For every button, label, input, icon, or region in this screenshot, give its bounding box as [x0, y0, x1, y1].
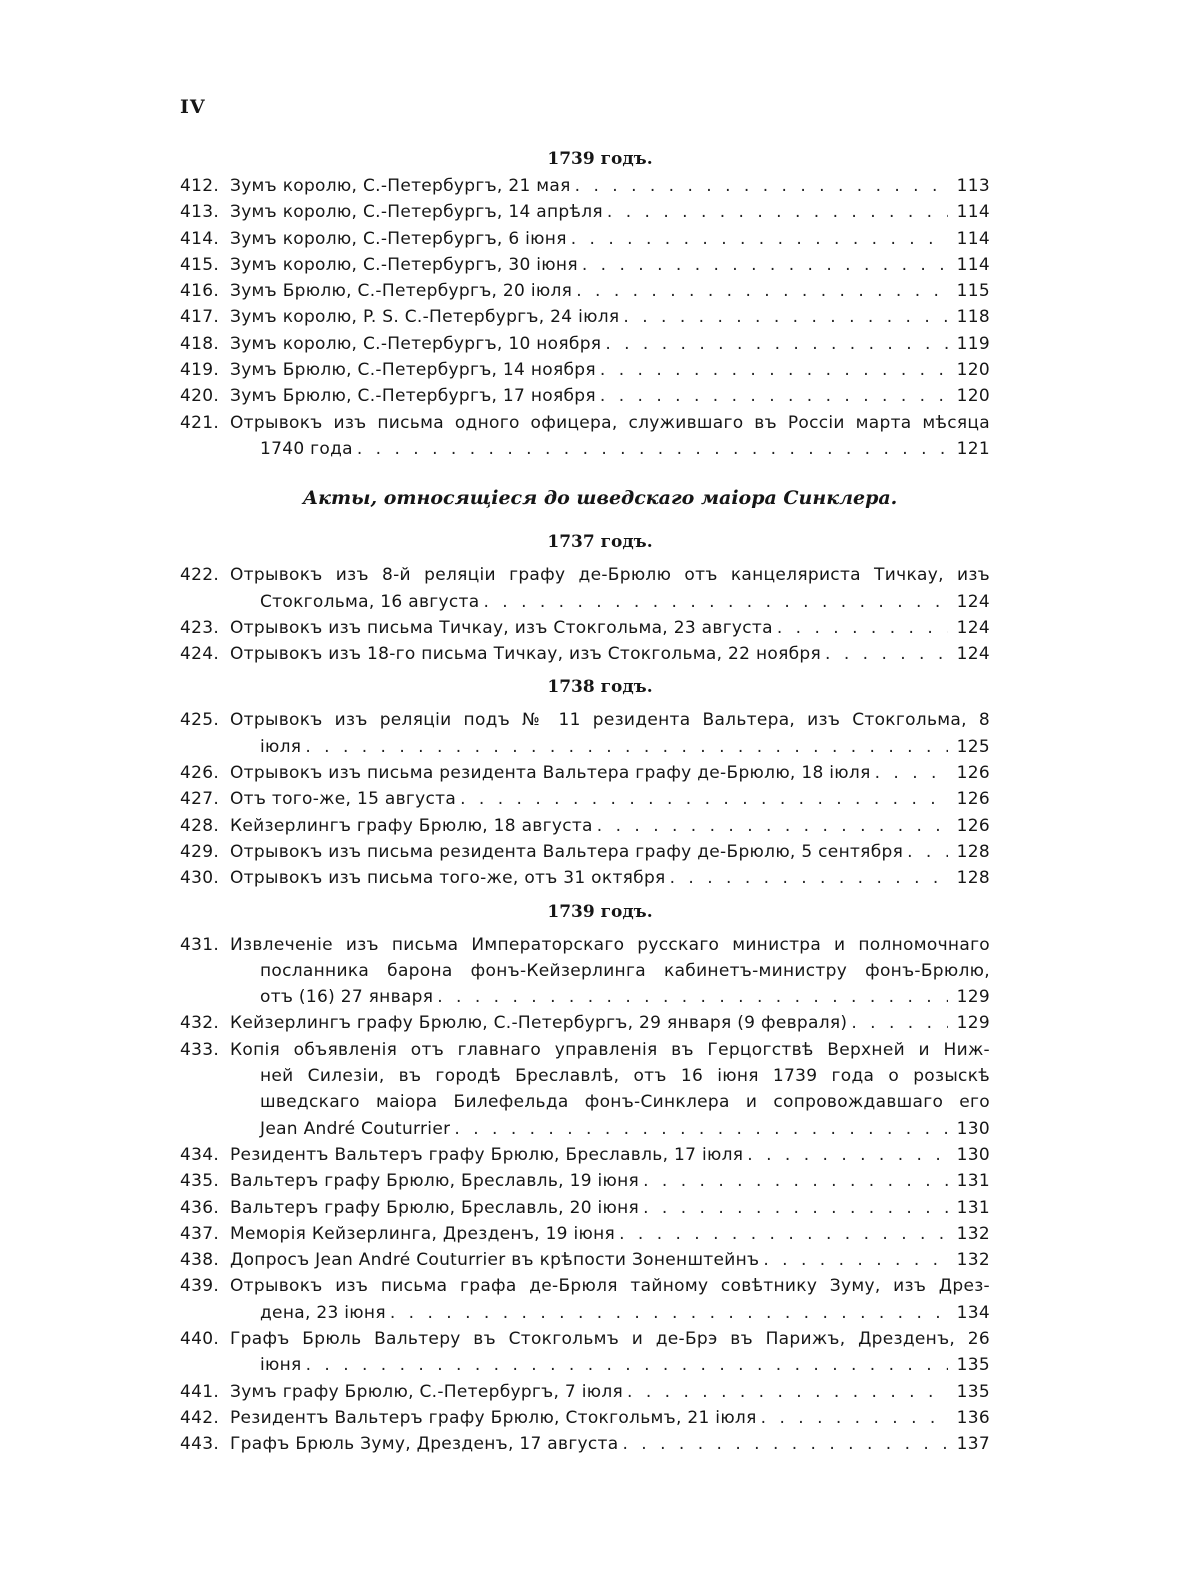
entry-page: 124: [956, 644, 990, 665]
year-heading: 1739 годъ.: [547, 901, 653, 922]
entry-title-line: Зумъ королю, С.-Петербургъ, 21 мая: [230, 176, 571, 196]
entry-page: 121: [956, 438, 990, 459]
table-of-contents: [180, 145, 990, 1457]
entry-number: 440.: [180, 1328, 220, 1349]
toc-entry: [180, 410, 990, 463]
entry-title-line: Кейзерлингъ графу Брюлю, С.-Петербургъ, 29 января (9 февраля): [230, 1013, 848, 1034]
toc-entry: [180, 383, 990, 409]
toc-entry: [180, 839, 990, 865]
entry-number: 433.: [180, 1039, 220, 1060]
dot-leader: [601, 331, 948, 357]
entry-title-line: Графъ Брюль Зуму, Дрезденъ, 17 августа: [230, 1434, 619, 1455]
entry-number: 417.: [180, 307, 220, 328]
entry-title-line: Отъ того-же, 15 августа: [230, 789, 457, 810]
entry-number: 424.: [180, 644, 220, 665]
dot-leader: [847, 1010, 948, 1036]
entry-page: 132: [956, 1250, 990, 1271]
entry-number: 436.: [180, 1197, 220, 1218]
entry-page: 114: [956, 254, 990, 275]
entry-number: 421.: [180, 412, 220, 433]
entry-title-line: Меморія Кейзерлинга, Дрезденъ, 19 іюня: [230, 1223, 616, 1244]
entry-title-line: 1740 года: [260, 438, 353, 459]
entry-number: 439.: [180, 1276, 220, 1297]
dot-leader: [433, 984, 948, 1010]
entry-page: 128: [956, 868, 990, 889]
entry-number: 438.: [180, 1250, 220, 1271]
toc-entry: [180, 1195, 990, 1221]
entry-page: 128: [956, 841, 990, 862]
page-number: IV: [180, 96, 206, 118]
entry-page: 130: [956, 1144, 990, 1165]
entry-number: 432.: [180, 1013, 220, 1034]
entry-title-line: іюля: [260, 736, 302, 757]
toc-entry: [180, 1247, 990, 1273]
entry-number: 431.: [180, 934, 220, 955]
entry-number: 412.: [180, 176, 220, 196]
entry-title-line: Резидентъ Вальтеръ графу Брюлю, Стокгольмъ, 21 іюля: [230, 1407, 757, 1428]
dot-leader: [871, 760, 948, 786]
entry-number: 423.: [180, 617, 220, 638]
dot-leader: [618, 1431, 948, 1457]
dot-leader: [301, 734, 948, 760]
entry-title-line: Зумъ королю, С.-Петербургъ, 6 іюня: [230, 228, 567, 249]
entry-number: 429.: [180, 841, 220, 862]
toc-entry: [180, 562, 990, 615]
entry-title-line: Графъ Брюль Вальтеру въ Стокгольмъ и де-Брэ въ Парижъ, Дрезденъ, 26: [230, 1328, 990, 1349]
entry-title-line: Зумъ Брюлю, С.-Петербургъ, 17 ноября: [230, 386, 596, 407]
dot-leader: [596, 383, 948, 409]
entry-number: 442.: [180, 1407, 220, 1428]
entry-page: 129: [956, 1013, 990, 1034]
entry-title-line: іюня: [260, 1355, 302, 1376]
entry-page: 114: [956, 202, 990, 223]
toc-entry: [180, 1168, 990, 1194]
entry-title-line: Отрывокъ изъ письма того-же, отъ 31 октября: [230, 868, 666, 889]
toc-entry: [180, 1273, 990, 1326]
dot-leader: [639, 1168, 948, 1194]
entry-title-line: Отрывокъ изъ письма резидента Вальтера графу де-Брюлю, 5 сентября: [230, 841, 904, 862]
entry-number: 428.: [180, 815, 220, 836]
toc-entry: [180, 1221, 990, 1247]
entry-page: 129: [956, 987, 990, 1008]
dot-leader: [757, 1405, 948, 1431]
entry-page: 135: [956, 1381, 990, 1402]
entry-number: 415.: [180, 254, 220, 275]
entry-title-line: Допросъ Jean André Couturrier въ крѣпости Зоненштейнъ: [230, 1250, 760, 1271]
entry-page: 115: [956, 281, 990, 302]
entry-title-line: Отрывокъ изъ 18-го письма Тичкау, изъ Стокгольма, 22 ноября: [230, 644, 822, 665]
entry-title-line: Зумъ графу Брюлю, С.-Петербургъ, 7 іюля: [230, 1381, 624, 1402]
entry-number: 427.: [180, 789, 220, 810]
entry-page: 135: [956, 1355, 990, 1376]
entry-title-line: Резидентъ Вальтеръ графу Брюлю, Бреславль, 17 іюля: [230, 1144, 744, 1165]
entry-title-line: Вальтеръ графу Брюлю, Бреславль, 20 іюня: [230, 1197, 640, 1218]
toc-entry: [180, 813, 990, 839]
entry-number: 422.: [180, 565, 220, 586]
entry-title-line: Кейзерлингъ графу Брюлю, 18 августа: [230, 815, 593, 836]
entry-number: 435.: [180, 1171, 220, 1192]
entry-title-line: Зумъ королю, P. S. С.-Петербургъ, 24 іюля: [230, 307, 620, 328]
toc-entry: [180, 278, 990, 304]
toc-entry: [180, 331, 990, 357]
dot-leader: [623, 1379, 948, 1405]
entry-title-line: Зумъ королю, С.-Петербургъ, 14 апрѣля: [230, 202, 603, 223]
section-heading: Акты, относящіеся до шведскаго маіора Синклера.: [302, 487, 898, 510]
entry-page: 124: [956, 591, 990, 612]
entry-number: 413.: [180, 202, 220, 223]
entry-number: 430.: [180, 868, 220, 889]
dot-leader: [479, 589, 948, 615]
entry-number: 441.: [180, 1381, 220, 1402]
toc-entry: [180, 199, 990, 225]
toc-entry: [180, 1142, 990, 1168]
entry-number: 443.: [180, 1434, 220, 1455]
entry-page: 131: [956, 1197, 990, 1218]
entry-page: 126: [956, 763, 990, 784]
entry-number: 419.: [180, 360, 220, 381]
dot-leader: [572, 278, 948, 304]
entry-title-line: посланника барона фонъ-Кейзерлинга кабинетъ-министру фонъ-Брюлю,: [260, 960, 990, 981]
entry-number: 434.: [180, 1144, 220, 1165]
entry-page: 124: [956, 617, 990, 638]
dot-leader: [903, 839, 948, 865]
entry-number: 426.: [180, 763, 220, 784]
entry-number: 416.: [180, 281, 220, 302]
dot-leader: [571, 173, 948, 199]
toc-entry: [180, 357, 990, 383]
entry-title-line: Зумъ королю, С.-Петербургъ, 10 ноября: [230, 333, 602, 354]
entry-page: 113: [956, 176, 990, 196]
year-heading: 1737 годъ.: [547, 532, 653, 553]
dot-leader: [639, 1195, 948, 1221]
dot-leader: [596, 357, 948, 383]
entry-page: 114: [956, 228, 990, 249]
entry-number: 425.: [180, 710, 220, 731]
year-heading: 1739 годъ.: [547, 149, 653, 169]
toc-entry: [180, 760, 990, 786]
dot-leader: [603, 199, 948, 225]
entry-page: 126: [956, 789, 990, 810]
entry-number: 418.: [180, 333, 220, 354]
entry-title-line: Отрывокъ изъ письма резидента Вальтера графу де-Брюлю, 18 іюля: [230, 763, 871, 784]
entry-title-line: Отрывокъ изъ письма Тичкау, изъ Стокгольма, 23 августа: [230, 617, 773, 638]
entry-page: 120: [956, 386, 990, 407]
toc-entry: [180, 641, 990, 667]
entry-page: 119: [956, 333, 990, 354]
toc-entry: [180, 615, 990, 641]
toc-entry: [180, 1379, 990, 1405]
toc-entry: [180, 707, 990, 760]
entry-title-line: Отрывокъ изъ письма одного офицера, служившаго въ Россіи марта мѣсяца: [230, 412, 990, 433]
toc-entry: [180, 1037, 990, 1142]
toc-entry: [180, 226, 990, 252]
entry-title-line: Стокгольма, 16 августа: [260, 591, 480, 612]
dot-leader: [759, 1247, 948, 1273]
toc-entry: [180, 1326, 990, 1379]
entry-page: 125: [956, 736, 990, 757]
dot-leader: [386, 1300, 948, 1326]
entry-title-line: ней Силезіи, въ городѣ Бреславлѣ, отъ 16 іюня 1739 года о розыскѣ: [260, 1066, 990, 1087]
entry-title-line: Извлеченіе изъ письма Императорскаго русскаго министра и полномочнаго: [230, 934, 990, 955]
entry-title-line: Копія объявленія отъ главнаго управленія въ Герцогствѣ Верхней и Ниж-: [230, 1039, 990, 1060]
entry-number: 420.: [180, 386, 220, 407]
entry-page: 137: [956, 1434, 990, 1455]
entry-title-line: Jean André Couturrier: [260, 1118, 451, 1139]
entry-title-line: Отрывокъ изъ реляціи подъ № 11 резидента Вальтера, изъ Стокгольма, 8: [230, 710, 990, 731]
entry-page: 118: [956, 307, 990, 328]
dot-leader: [302, 1352, 948, 1378]
toc-entry: [180, 1405, 990, 1431]
entry-number: 437.: [180, 1223, 220, 1244]
toc-entry: [180, 252, 990, 278]
dot-leader: [353, 436, 948, 462]
entry-title-line: Отрывокъ изъ письма графа де-Брюля тайному совѣтнику Зуму, изъ Дрез-: [230, 1276, 990, 1297]
dot-leader: [773, 615, 948, 641]
dot-leader: [567, 226, 948, 252]
year-heading: 1738 годъ.: [547, 677, 653, 698]
entry-page: 130: [956, 1118, 990, 1139]
dot-leader: [821, 641, 948, 667]
dot-leader: [743, 1142, 948, 1168]
dot-leader: [456, 786, 948, 812]
entry-title-line: дена, 23 іюня: [260, 1302, 386, 1323]
entry-page: 134: [956, 1302, 990, 1323]
toc-entry: [180, 932, 990, 1011]
dot-leader: [619, 304, 948, 330]
entry-title-line: Зумъ королю, С.-Петербургъ, 30 іюня: [230, 254, 578, 275]
toc-entry: [180, 786, 990, 812]
dot-leader: [615, 1221, 948, 1247]
entry-title-line: шведскаго маіора Билефельда фонъ-Синклера и сопровождавшаго его: [260, 1092, 990, 1113]
dot-leader: [593, 813, 948, 839]
entry-title-line: Зумъ Брюлю, С.-Петербургъ, 14 ноября: [230, 360, 596, 381]
entry-title-line: Отрывокъ изъ 8-й реляціи графу де-Брюлю отъ канцеляриста Тичкау, изъ: [230, 565, 990, 586]
entry-page: 132: [956, 1223, 990, 1244]
entry-page: 131: [956, 1171, 990, 1192]
toc-entry: [180, 1010, 990, 1036]
dot-leader: [450, 1116, 948, 1142]
toc-entry: [180, 173, 990, 199]
entry-title-line: отъ (16) 27 января: [260, 987, 434, 1008]
toc-entry: [180, 1431, 990, 1457]
entry-title-line: Вальтеръ графу Брюлю, Бреславль, 19 іюня: [230, 1171, 640, 1192]
dot-leader: [578, 252, 948, 278]
entry-page: 136: [956, 1407, 990, 1428]
dot-leader: [666, 865, 948, 891]
toc-entry: [180, 304, 990, 330]
entry-number: 414.: [180, 228, 220, 249]
toc-entry: [180, 865, 990, 891]
entry-page: 120: [956, 360, 990, 381]
entry-page: 126: [956, 815, 990, 836]
entry-title-line: Зумъ Брюлю, С.-Петербургъ, 20 іюля: [230, 281, 573, 302]
